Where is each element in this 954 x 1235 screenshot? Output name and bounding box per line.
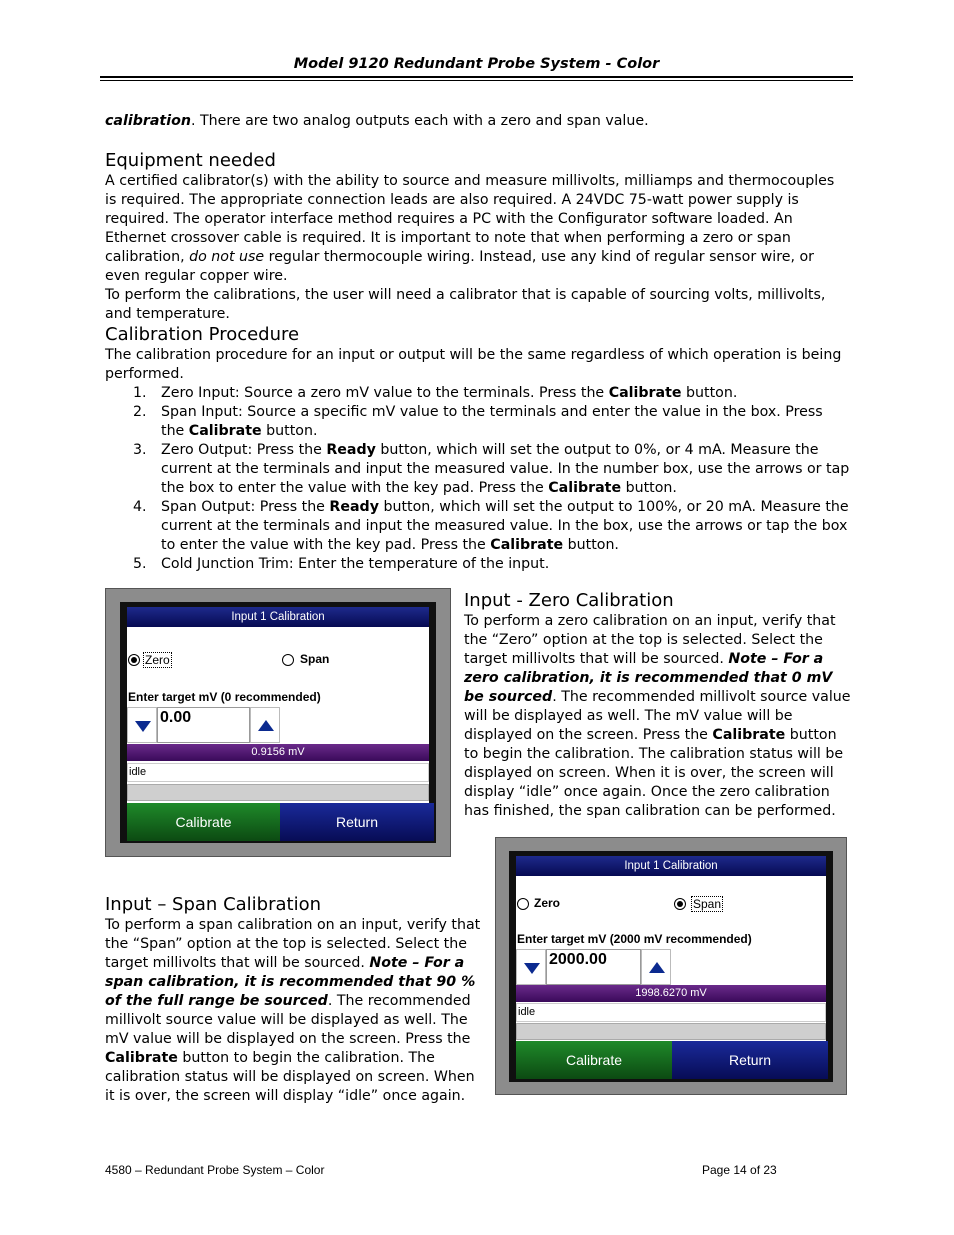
equipment-heading: Equipment needed: [105, 150, 276, 171]
arrow-down-icon: [524, 963, 540, 974]
arrow-down-icon: [135, 721, 151, 732]
span-radio[interactable]: [282, 654, 294, 666]
zero-calibration-screenshot: [105, 588, 451, 857]
target-mv-prompt: Enter target mV (0 recommended): [128, 690, 321, 704]
equipment-paragraph-2: To perform the calibrations, the user will need a calibrator that is capable of sourcing volts, millivolts, and temperature.: [105, 287, 826, 322]
equipment-section: [105, 150, 850, 324]
procedure-heading: Calibration Procedure: [105, 324, 300, 345]
zero-calibration-section: [464, 590, 852, 821]
procedure-intro: The calibration procedure for an input or output will be the same regardless of which operation is being performed.: [105, 347, 842, 382]
span-radio-label[interactable]: Span: [300, 652, 330, 666]
equipment-paragraph: A certified calibrator(s) with the ability to source and measure millivolts, milliamps and thermocouples is required. The appropriate connection leads are also required. A 24VDC 75-watt power supply is required. The operator interface method requires a PC with the Configurator software loaded. An Ethernet crossover cable is required. It is important to note that when performing a zero or span calibration, do not use regular thermocouple wiring. Instead, use any kind of regular sensor wire, or even regular copper wire.: [105, 173, 835, 284]
zero-radio-label[interactable]: Zero: [145, 653, 170, 667]
procedure-steps: [105, 384, 850, 574]
target-mv-input[interactable]: 0.00: [157, 707, 250, 743]
procedure-section: [105, 324, 850, 574]
list-item: 1. Zero Input: Source a zero mV value to the terminals. Press the Calibrate button.: [133, 385, 738, 401]
intro-emphasis: calibration: [105, 113, 191, 129]
target-mv-input[interactable]: 2000.00: [546, 949, 641, 985]
zero-radio-label[interactable]: Zero: [534, 896, 561, 910]
target-mv-prompt: Enter target mV (2000 mV recommended): [517, 932, 752, 946]
calibrate-button[interactable]: Calibrate: [127, 803, 280, 841]
status-field: idle: [516, 1003, 826, 1022]
intro-text: . There are two analog outputs each with a zero and span value.: [190, 113, 649, 129]
mv-readout: 0.9156 mV: [127, 744, 429, 761]
progress-bar: [516, 1023, 826, 1040]
document-header-title: Model 9120 Redundant Probe System - Color: [293, 56, 660, 72]
progress-bar: [127, 784, 429, 801]
span-calibration-heading: Input – Span Calibration: [105, 894, 321, 915]
zero-note: Note – For a zero calibration, it is recommended that 0 mV be sourced: [464, 651, 833, 705]
footer-page-number: Page 14 of 23: [702, 1163, 777, 1177]
span-note: Note – For a span calibration, it is recommended that 90 % of the full range be sourced: [105, 955, 476, 1009]
zero-radio[interactable]: [517, 898, 529, 910]
calibrate-button[interactable]: Calibrate: [516, 1041, 672, 1079]
span-radio[interactable]: [674, 898, 686, 910]
decrement-button[interactable]: [516, 949, 546, 985]
intro-paragraph: [105, 112, 850, 131]
span-calibration-paragraph: To perform a span calibration on an input, verify that the “Span” option at the top is selected. Select the target millivolts that will be sourced. Note – For a span calibration, it is recommended that 90 % of the full range be sourced. The recommended millivolt source value will be displayed as well. The mV value will be displayed on the screen. Press the Calibrate button to begin the calibration. The calibration status will be displayed on screen. When it is over, the screen will display “idle” once again.: [105, 917, 481, 1104]
span-radio-label[interactable]: Span: [693, 897, 722, 911]
zero-radio[interactable]: [128, 654, 140, 666]
return-button[interactable]: Return: [672, 1041, 828, 1079]
decrement-button[interactable]: [127, 707, 157, 743]
screen-panel: [127, 607, 429, 838]
increment-button[interactable]: [250, 707, 280, 743]
span-calibration-screenshot: [495, 837, 847, 1095]
status-field: idle: [127, 763, 429, 782]
header-rule-thin: [100, 80, 853, 81]
arrow-up-icon: [258, 720, 274, 731]
list-item: 4. Span Output: Press the Ready button, which will set the output to 100%, or 20 mA. Measure the current at the terminals and input the measured value. In the box, use the arrows or tap the box to enter the value with the key pad. Press the Calibrate button.: [133, 499, 849, 553]
header-rule: [100, 76, 853, 78]
increment-button[interactable]: [641, 949, 671, 985]
screen-panel: [516, 856, 826, 1077]
screen-title: Input 1 Calibration: [516, 856, 826, 876]
screen-frame: [120, 602, 436, 843]
span-calibration-section: [105, 894, 485, 1106]
zero-calibration-heading: Input - Zero Calibration: [464, 590, 674, 611]
mv-readout: 1998.6270 mV: [516, 985, 826, 1002]
list-item: 5. Cold Junction Trim: Enter the temperature of the input.: [133, 556, 550, 572]
return-button[interactable]: Return: [280, 803, 434, 841]
do-not-use-emphasis: do not use: [189, 249, 265, 265]
arrow-up-icon: [649, 962, 665, 973]
list-item: 3. Zero Output: Press the Ready button, which will set the output to 0%, or 4 mA. Measure the current at the terminals and input the measured value. In the number box, use the arrows or tap the box to enter the value with the key pad. Press the Calibrate button.: [133, 442, 850, 496]
screen-frame: [509, 851, 833, 1082]
zero-calibration-paragraph: To perform a zero calibration on an input, verify that the “Zero” option at the top is selected. Select the target millivolts that will be sourced. Note – For a zero calibration, it is recommended that 0 mV be sourced. The recommended millivolt source value will be displayed as well. The mV value will be displayed on the screen. Press the Calibrate button to begin the calibration. The calibration status will be displayed on screen. When it is over, the screen will display “idle” once again. Once the zero calibration has finished, the span calibration can be performed.: [464, 613, 851, 819]
screen-title: Input 1 Calibration: [127, 607, 429, 627]
footer-document-id: 4580 – Redundant Probe System – Color: [105, 1163, 325, 1177]
list-item: 2. Span Input: Source a specific mV value to the terminals and enter the value in the box. Press the Calibrate button.: [133, 404, 823, 439]
